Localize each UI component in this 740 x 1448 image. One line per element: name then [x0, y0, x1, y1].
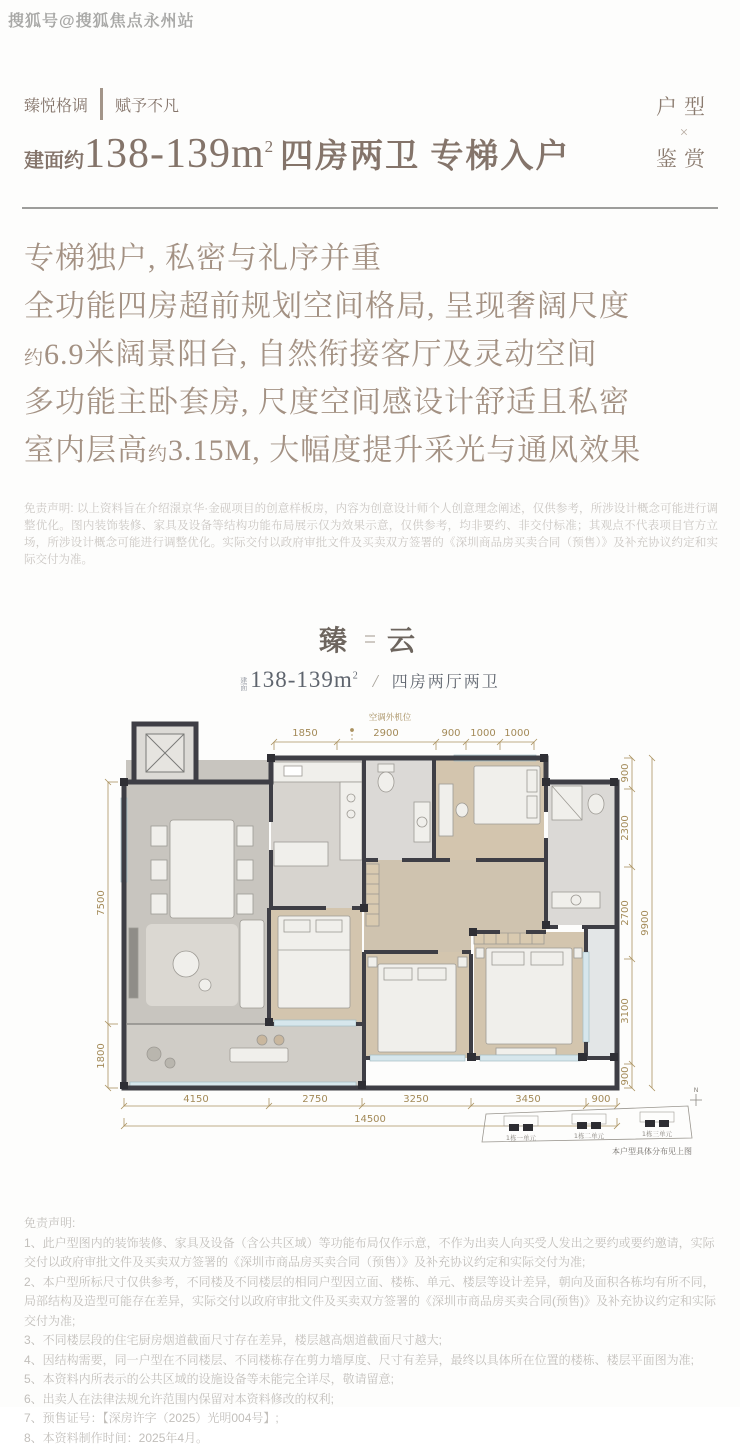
keyplan-caption: 本户型具体分布见上图	[612, 1146, 692, 1156]
svg-text:4150: 4150	[183, 1094, 208, 1105]
svg-text:1栋二单元: 1栋二单元	[574, 1131, 605, 1140]
footer-item: 5、本资料内所表示的公共区域的设施设备等未能完全详尽，敬请留意;	[24, 1370, 716, 1390]
header-rule	[22, 207, 718, 209]
title-divider	[100, 88, 103, 120]
dining-table	[170, 820, 234, 918]
toilet	[378, 772, 394, 792]
plan-heading	[0, 619, 740, 696]
wardrobe	[474, 933, 544, 944]
header-left	[24, 88, 570, 177]
footer-item: 8、本资料制作时间：2025年4月。	[24, 1429, 716, 1448]
corner-x-icon: ×	[656, 122, 712, 144]
page-title	[24, 88, 570, 120]
svg-text:2700: 2700	[620, 900, 631, 925]
plan-name: 臻 云	[319, 619, 421, 659]
selling-point-line: 专梯独户, 私密与礼序并重	[24, 237, 718, 285]
svg-text:3250: 3250	[403, 1094, 428, 1105]
svg-text:1栋三单元: 1栋三单元	[642, 1129, 673, 1138]
plan-area-value: $138-139m^2$	[250, 667, 359, 693]
footer-disclaimer	[24, 1214, 716, 1448]
selling-points	[24, 237, 718, 477]
footer-item: 2、本户型所标尺寸仅供参考，不同楼及不同楼层的相同户型因立面、楼栋、单元、楼层等设计差异，朝向及面积各栋均有所不同，局部结构及造型可能存在差异，实际交付以政府审批文件及买卖双方签署的《深圳市商品房买卖合同(预售)》及补充协议约定和实际交付为准;	[24, 1273, 716, 1332]
svg-text:2300: 2300	[620, 815, 631, 840]
corner-bottom: 鉴赏	[656, 147, 712, 171]
selling-point-line: 约6.9米阔景阳台, 自然衔接客厅及灵动空间	[24, 333, 718, 381]
svg-text:7500: 7500	[96, 890, 107, 915]
tv-cabinet	[129, 928, 138, 998]
subtitle	[24, 130, 570, 177]
plan-layout: 四房两厅两卫	[392, 669, 500, 692]
svg-text:1850: 1850	[292, 728, 317, 739]
footer-item: 7、预售证号：【深房许字（2025）光明004号】;	[24, 1409, 716, 1429]
svg-text:14500: 14500	[354, 1114, 386, 1125]
selling-point-line: 多功能主卧套房, 尺度空间感设计舒适且私密	[24, 381, 718, 429]
selling-point-line: 全功能四房超前规划空间格局, 呈现奢阔尺度	[24, 285, 718, 333]
footer-heading: 免责声明:	[24, 1214, 716, 1234]
floorplan-svg	[34, 702, 706, 1188]
corner-badge	[656, 92, 716, 174]
svg-text:900: 900	[591, 1094, 610, 1105]
toilet-master	[588, 794, 604, 814]
sohu-watermark: 搜狐号@搜狐焦点永州站	[8, 8, 195, 31]
ac-unit-label: 空调外机位	[369, 712, 412, 723]
keyplan-building-1	[504, 1116, 538, 1142]
svg-text:900: 900	[620, 1066, 631, 1085]
svg-text:1000: 1000	[470, 728, 495, 739]
corner-top: 户型	[656, 95, 712, 119]
footer-item: 4、因结构需要，同一户型在不同楼层、不同楼栋存在剪力墙厚度、尺寸有差异，最终以具体所在位置的楼栋、楼层平面图为准;	[24, 1351, 716, 1371]
svg-text:1800: 1800	[96, 1043, 107, 1068]
subtitle-rest: 四房两卫 专梯入户	[280, 130, 570, 177]
area-prefix: 建 面	[240, 678, 247, 692]
subtitle-prefix: 建面约	[24, 144, 84, 173]
title-right: 赋予不凡	[115, 93, 179, 116]
top-disclaimer: 免责声明: 以上资料旨在介绍澋京华·金砚项目的创意样板房，内容为创意设计师个人创意理念阐述，仅供参考，所涉设计概念可能进行调整优化。图内装饰装修、家具及设备等结构功能布局展示仅为效果示意，仅供参考，均非要约、非交付标准；其观点不代表项目官方立场，所涉设计概念可能进行调整优化。实际交付以政府审批文件及买卖双方签署的《深圳商品房买卖合同（预售）》及补充协议约定和实际交付为准。	[24, 501, 718, 569]
sofa	[240, 920, 264, 1008]
keyplan-building-3	[640, 1112, 674, 1138]
svg-text:1栋一单元: 1栋一单元	[506, 1133, 537, 1142]
svg-text:3450: 3450	[515, 1094, 540, 1105]
subtitle-sup: 2	[265, 137, 275, 156]
svg-text:900: 900	[441, 728, 460, 739]
subtitle-area: $138-139m^2$	[84, 133, 274, 175]
floorplan	[0, 702, 740, 1188]
svg-text:900: 900	[620, 763, 631, 782]
svg-text:2900: 2900	[373, 728, 398, 739]
footer-item: 3、不同楼层段的住宅厨房烟道截面尺寸存在差异，楼层越高烟道截面尺寸越大;	[24, 1331, 716, 1351]
footer-item: 6、出卖人在法律法规允许范围内保留对本资料修改的权利;	[24, 1390, 716, 1410]
desk	[439, 784, 453, 836]
svg-text:1000: 1000	[504, 728, 529, 739]
title-left: 臻悦格调	[24, 93, 88, 116]
svg-text:2750: 2750	[302, 1094, 327, 1105]
svg-text:N: N	[694, 1086, 699, 1094]
keyplan-building-2	[572, 1114, 606, 1140]
name-divider-icon	[365, 635, 375, 643]
footer-item: 1、此户型图内的装饰装修、家具及设备（含公共区域）等功能布局仅作示意，不作为出卖人向买受人发出之要约或要约邀请，实际交付以政府审批文件及买卖双方签署的《深圳市商品房买卖合同（预售）》及补充协议约定和实际交付为准;	[24, 1234, 716, 1273]
slash-divider: /	[373, 671, 378, 692]
selling-point-line: 室内层高约3.15M, 大幅度提升采光与通风效果	[24, 429, 718, 477]
svg-text:9900: 9900	[640, 910, 651, 935]
north-arrow-icon	[690, 1094, 702, 1106]
svg-text:3100: 3100	[620, 998, 631, 1023]
plan-area-line	[0, 667, 740, 696]
